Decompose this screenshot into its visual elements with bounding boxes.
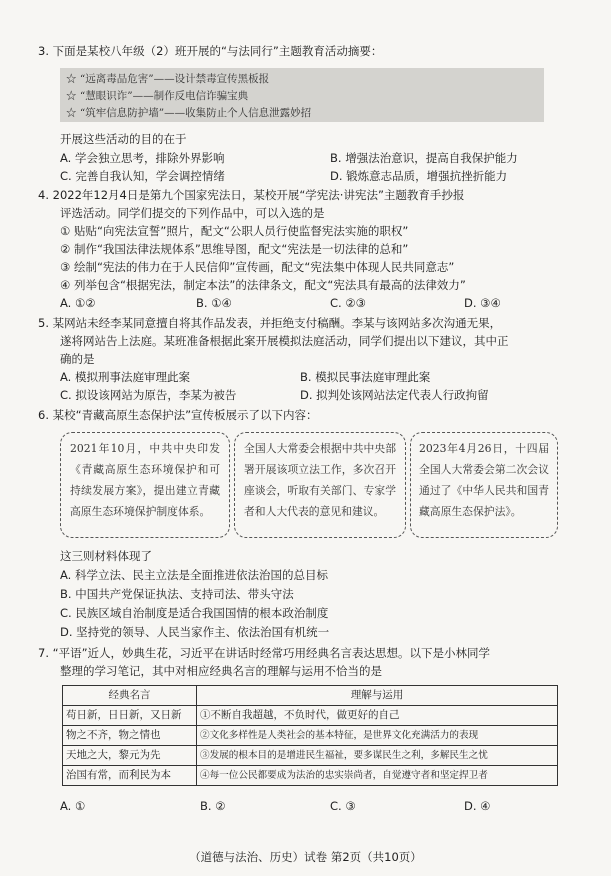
q3-stem: 3. 下面是某校八年级（2）班开展的“与法同行”主题教育活动摘要：: [38, 44, 383, 58]
q5-stem-line-3: 确的是: [60, 352, 95, 366]
table-row: [63, 706, 558, 726]
table-cell-understanding: ③发展的根本目的是增进民生福祉，要多谋民生之利，多解民生之忧: [197, 746, 558, 766]
table-header-quote: 经典名言: [63, 686, 197, 706]
q6-card-2-text: 全国人大常委会根据中共中央部署开展该项立法工作，多次召开座谈会，听取有关部门、专家学者和人大代表的意见和建议。: [244, 442, 396, 518]
q5-option-d[interactable]: D. 拟判处该网站法定代表人行政拘留: [300, 388, 489, 402]
q3-question: 开展这些活动的目的在于: [60, 132, 187, 146]
q6-stem: 6. 某校“青藏高原生态保护法”宣传板展示了以下内容：: [38, 408, 318, 422]
q4-option-c[interactable]: C. ②③: [330, 296, 366, 310]
q4-option-d[interactable]: D. ③④: [464, 296, 501, 310]
q7-option-a[interactable]: A. ①: [60, 799, 86, 813]
q3-option-a[interactable]: A. 学会独立思考，排除外界影响: [60, 151, 225, 165]
q3-box-line-2: ☆ “慧眼识诈”——制作反电信诈骗宝典: [66, 90, 249, 102]
table-cell-quote: 物之不齐，物之情也: [63, 726, 197, 746]
q3-box-line-1: ☆ “远离毒品危害”——设计禁毒宣传黑板报: [66, 73, 270, 85]
table-header-understanding: 理解与运用: [197, 686, 558, 706]
q4-item-4: ④ 列举包含“根据宪法，制定本法”的法律条文，配文“宪法具有最高的法律效力”: [60, 278, 466, 292]
table-cell-understanding: ④每一位公民都要成为法治的忠实崇尚者，自觉遵守者和坚定捍卫者: [197, 766, 558, 786]
q3-option-b[interactable]: B. 增强法治意识，提高自我保护能力: [330, 151, 518, 165]
q6-option-d[interactable]: D. 坚持党的领导、人民当家作主、依法治国有机统一: [60, 625, 330, 639]
table-row: [63, 766, 558, 786]
q6-option-c[interactable]: C. 民族区域自治制度是适合我国国情的根本政治制度: [60, 606, 329, 620]
q4-option-b[interactable]: B. ①④: [196, 296, 232, 310]
q6-card-1-text: 2021年10月，中共中央印发《青藏高原生态环境保护和可持续发展方案》，提出建立青藏高原生态环境保护制度体系。: [70, 442, 220, 518]
q4-stem-line-1: 4. 2022年12月4日是第九个国家宪法日，某校开展“学宪法·讲宪法”主题教育手抄报: [38, 188, 465, 202]
q3-option-c[interactable]: C. 完善自我认知，学会调控情绪: [60, 169, 225, 183]
q6-card-3-text: 2023年4月26日，十四届全国人大常委会第二次会议通过了《中华人民共和国青藏高原生态保护法》。: [419, 442, 549, 518]
q7-stem-line-1: 7. “平语”近人，妙典生花，习近平在讲话时经常巧用经典名言表达思想。以下是小林同学: [38, 646, 491, 660]
q5-stem-line-2: 遂将网站告上法庭。某班准备根据此案开展模拟法庭活动，同学们提出以下建议，其中正: [60, 334, 509, 348]
q4-option-a[interactable]: A. ①②: [60, 296, 96, 310]
q4-item-1: ① 贴贴“向宪法宣誓”照片，配文“公职人员行使监督宪法实施的职权”: [60, 224, 409, 238]
q3-option-d[interactable]: D. 锻炼意志品质，增强抗挫折能力: [330, 169, 508, 183]
q3-activity-box: [60, 68, 544, 122]
table-cell-understanding: ②文化多样性是人类社会的基本特征，是世界文化充满活力的表现: [197, 726, 558, 746]
q6-question: 这三则材料体现了: [60, 549, 152, 563]
q7-stem-line-2: 整理的学习笔记，其中对相应经典名言的理解与运用不恰当的是: [60, 664, 382, 678]
q7-option-b[interactable]: B. ②: [200, 799, 226, 813]
page-footer: （道德与法治、历史）试卷 第2页（共10页）: [189, 850, 422, 864]
q7-quote-table: [62, 685, 558, 786]
table-cell-quote: 苟日新，日日新，又日新: [63, 706, 197, 726]
table-row: [63, 726, 558, 746]
table-cell-understanding: ①不断自我超越，不负时代，做更好的自己: [197, 706, 558, 726]
table-cell-quote: 治国有常，而利民为本: [63, 766, 197, 786]
table-cell-quote: 天地之大，黎元为先: [63, 746, 197, 766]
q5-option-c[interactable]: C. 拟设该网站为原告，李某为被告: [60, 388, 237, 402]
q4-item-2: ② 制作“我国法律法规体系”思维导图，配文“宪法是一切法律的总和”: [60, 242, 409, 256]
q5-stem-line-1: 5. 某网站未经李某同意擅自将其作品发表，并拒绝支付稿酬。李某与该网站多次沟通无果，: [38, 316, 502, 330]
q7-option-d[interactable]: D. ④: [464, 799, 491, 813]
q6-option-b[interactable]: B. 中国共产党保证执法、支持司法、带头守法: [60, 587, 294, 601]
q4-stem-line-2: 评选活动。同学们提交的下列作品中，可以入选的是: [60, 206, 325, 220]
q3-box-line-3: ☆ “筑牢信息防护墙”——收集防止个人信息泄露妙招: [66, 107, 312, 119]
q7-option-c[interactable]: C. ③: [330, 799, 356, 813]
q4-item-3: ③ 绘制“宪法的伟力在于人民信仰”宣传画，配文“宪法集中体现人民共同意志”: [60, 260, 455, 274]
table-header-row: [63, 686, 558, 706]
table-row: [63, 746, 558, 766]
q5-option-a[interactable]: A. 模拟刑事法庭审理此案: [60, 370, 190, 384]
q6-option-a[interactable]: A. 科学立法、民主立法是全面推进依法治国的总目标: [60, 568, 328, 582]
q5-option-b[interactable]: B. 模拟民事法庭审理此案: [300, 370, 431, 384]
